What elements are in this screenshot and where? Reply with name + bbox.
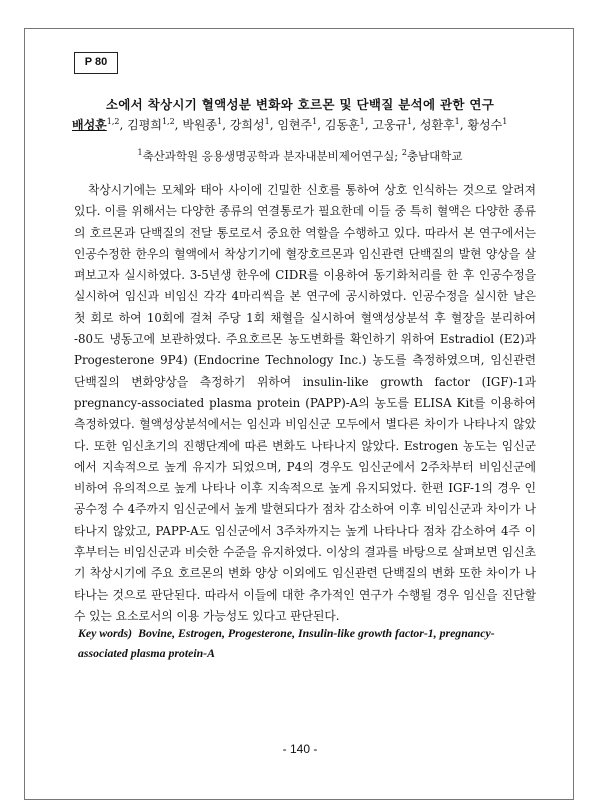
- author-affiliation-mark: 1: [502, 117, 508, 126]
- paper-title: 소에서 착상시기 혈액성분 변화와 호르몬 및 단백질 분석에 관한 연구: [105, 97, 495, 112]
- author-name: 고웅규: [372, 118, 408, 132]
- keywords-text: Bovine, Estrogen, Progesterone, Insulin-like growth factor-1, pregnancy-associated plasma protein-A: [78, 626, 495, 660]
- author-affiliation-mark: 1: [264, 117, 270, 126]
- affiliation-mark: 1: [137, 148, 143, 158]
- author-name: 김동훈: [324, 118, 360, 132]
- author-affiliation-mark: 1: [312, 117, 318, 126]
- author-name: 황성수: [467, 118, 503, 132]
- author-name: 박원종: [182, 118, 218, 132]
- affiliation-text: 충남대학교: [406, 149, 463, 163]
- keywords: [78, 623, 538, 663]
- author-name: 김평희: [127, 118, 162, 132]
- affiliation-line: [60, 148, 540, 164]
- author-affiliation-mark: 1: [217, 117, 223, 126]
- author-affiliation-mark: 1,2: [161, 117, 175, 126]
- page-number: - 140 -: [282, 742, 318, 756]
- abstract-paragraph: 착상시기에는 모체와 태아 사이에 긴밀한 신호를 통하여 상호 인식하는 것으로 알려져 있다. 이를 위해서는 다양한 종류의 연결통로가 필요한데 이들 중 특히 혈액은 다양한 종류의 호르몬과 단백질의 전달 통로로서 중요한 역할을 수행하고 있다. 따라서 본 연구에서는 인공수정한 한우의 혈액에서 착상기기에 혈장호르몬과 임신관련 단백질의 발현 양상을 살펴보고자 실시하였다. 3-5년생 한우에 CIDR를 이용하여 동기화처리를 한 후 인공수정을 실시하여 임신과 비임신 각각 4마리씩을 본 연구에 공시하였다. 인공수정을 실시한 날은 첫 회로 하여 10회에 걸쳐 주당 1회 채혈을 실시하여 혈액성상분석 후 혈장을 분리하여 -80도 냉동고에 보관하였다. 주요호르몬 농도변화를 확인하기 위하여 Estradiol (E2)과 Progesterone 9P4) (Endocrine Technology Inc.) 농도를 측정하였으며, 임신관련 단백질의 변화양상을 측정하기 위하여 insulin-like growth factor (IGF)-1과 pregnancy-associated plasma protein (PAPP)-A의 농도를 ELISA Kit를 이용하여 측정하였다. 혈액성상분석에서는 임신과 비임신군 모두에서 별다른 차이가 나타나지 않았다. 또한 임신초기의 진행단계에 따른 변화도 나타나지 않았다. Estrogen 농도는 임신군에서 지속적으로 높게 유지가 되었으며, P4의 경우도 임신군에서 2주차부터 비임신군에 비하여 유의적으로 높게 나타나 이후 지속적으로 높게 유지되었다. 한편 IGF-1의 경우 인공수정 수 4주까지 임신군에서 높게 발현되다가 점차 감소하여 이후 비임신군과 차이가 나타나지 않았고, PAPP-A도 임신군에서 3주차까지는 높게 나타나다 점차 감소하여 4주 이후부터는 비임신군과 비슷한 수준을 유지하였다. 이상의 결과를 바탕으로 살펴보면 임신초기 착상시기에 주요 호르몬의 변화 양상 이외에도 임신관련 단백질의 변화 또한 차이가 나타나는 것으로 판단된다. 따라서 이들에 대한 추가적인 연구가 수행될 경우 임신을 진단할 수 있는 요소로서의 이용 가능성도 있다고 판단된다.: [74, 183, 537, 623]
- author-affiliation-mark: 1,2: [106, 117, 120, 126]
- author-affiliation-mark: 1: [359, 117, 365, 126]
- abstract-label-box: P 80: [74, 52, 118, 74]
- affiliation-text: 축산과학원 응용생명공학과 분자내분비제어연구실;: [142, 149, 402, 163]
- affiliation-mark: 2: [401, 148, 407, 158]
- keywords-label: Key words): [78, 626, 133, 640]
- author-affiliation-mark: 1: [454, 117, 460, 126]
- author-name: 성환후: [419, 118, 455, 132]
- author-list: 배성훈$^{1,2}$, 김평희$^{1,2}$, 박원종$^1$, 강희성$^1$, 임현주$^1$, 김동훈$^1$, 고웅규$^1$, 성환후$^1$, 황성수$^1$: [72, 117, 508, 132]
- author-name: 임현주: [277, 118, 313, 132]
- author-name: 강희성: [229, 118, 265, 132]
- author-affiliation-mark: 1: [407, 117, 413, 126]
- author-name: 배성훈: [72, 118, 107, 132]
- abstract-body: [74, 180, 536, 627]
